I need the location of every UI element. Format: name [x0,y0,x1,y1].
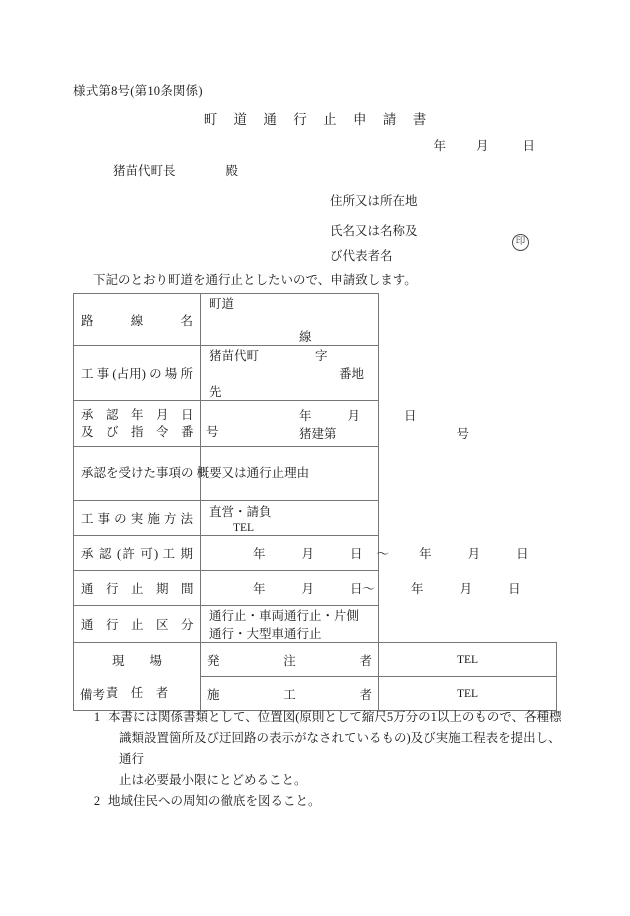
location-aza: 字 [315,349,328,363]
closure-year-1: 年 [253,582,266,596]
remark-text-2: 地域住民への周知の徹底を図ること。 [108,794,321,808]
addressee-name: 猪苗代町長 [113,164,176,178]
row-label-client: 発 注 者 [201,643,379,677]
row-value-approval-period[interactable] [201,536,529,571]
row-value-closure-period[interactable] [201,571,521,606]
table-row-work-location [74,346,557,401]
table-row-route-name [74,294,557,346]
remark-number-1: 1 [93,710,101,724]
remark-item-2 [80,791,570,812]
seal-icon: 印 [512,234,529,251]
approval-month: 月 [347,408,361,423]
work-method-options: 直営・請負 [209,504,272,519]
approval-year: 年 [299,408,312,423]
date-day-label: 日 [522,139,535,153]
closure-month-2: 月 [459,582,473,596]
closure-day-1: 日〜 [350,582,376,596]
approval-day: 日 [404,408,417,423]
applicant-block [330,189,418,269]
route-suffix: 線 [299,330,312,344]
row-label-site-manager: 現 場 責 任 者 [74,643,201,711]
row-label-closure-type: 通 行 止 区 分 [74,606,201,643]
row-value-closure-type[interactable]: 通行止・車両通行止・片側通行・大型車通行止 [201,606,379,643]
period-year-1: 年 [253,547,266,561]
row-value-work-location[interactable] [201,346,379,401]
remark-number-2: 2 [93,794,101,808]
period-day-2: 日 [516,547,529,561]
form-code: 様式第8号(第10条関係) [73,84,203,98]
addressee-honorific: 殿 [225,164,239,178]
table-row-approval-date-number [74,401,557,447]
remarks-title: 備考 [80,688,106,702]
row-value-work-method[interactable] [201,501,379,536]
row-label-approval-summary: 承認を受けた事項の 概要又は通行止理由 [74,447,201,501]
row-label-contractor: 施 工 者 [201,677,379,711]
client-tel-label: TEL [456,653,479,666]
closure-day-2: 日 [508,582,521,596]
table-row-approval-period [74,536,557,571]
intro-text: 下記のとおり町道を通行止としたいので、申請致します。 [93,273,417,287]
docnum-prefix: 猪建第 [299,426,337,441]
table-row-closure-type [74,606,557,643]
table-row-work-method [74,501,557,536]
table-row-closure-period [74,571,557,606]
approval-date [209,406,417,424]
row-label-approval-date-number: 承 認 年 月 日 及 び 指 令 番 号 [74,401,201,447]
period-year-2: 年 [419,547,432,561]
addressee [113,161,238,179]
contractor-tel-label: TEL [456,687,479,700]
closure-month-1: 月 [301,582,315,596]
remark-item-1 [80,707,570,791]
applicant-address-label: 住所又は所在地 [330,194,418,208]
page-title: 町 道 通 行 止 申 請 書 [203,112,433,127]
application-table [73,293,557,711]
route-prefix: 町道 [209,297,235,311]
period-month-1: 月 [301,547,315,561]
row-label-route-name: 路 線 名 [74,294,201,346]
remarks-section [80,685,570,812]
period-month-2: 月 [467,547,481,561]
applicant-name-label-line1: 氏名又は名称及 [330,224,418,238]
location-banchi: 番地先 [209,367,365,399]
docnum-suffix: 号 [456,426,470,441]
period-day-1: 日 [350,547,363,561]
row-value-approval-date-number[interactable] [201,401,470,447]
row-label-work-method: 工 事 の 実 施 方 法 [74,501,201,536]
closure-year-2: 年 [411,582,424,596]
table-row-approval-summary [74,447,557,501]
row-value-route-name[interactable] [201,294,379,346]
date-month-label: 月 [475,139,489,153]
location-town: 猪苗代町 [209,349,260,363]
approval-doc-number [209,424,470,442]
table-row-client-manager [74,643,557,677]
remark-text-1: 本書には関係書類として、位置図(原則として縮尺5万分の1以上のもので、各種標 識類設置箇所及び迂回路の表示がなされているもの)及び実施工程表を提出し、通行 止は必要最小限にとどめること。 [108,710,562,787]
row-value-client[interactable] [379,643,557,677]
submission-date-line [0,136,535,154]
row-label-approval-period: 承 認 (許 可) 工 期 [74,536,201,571]
row-label-closure-period: 通 行 止 期 間 [74,571,201,606]
date-year-label: 年 [433,139,446,153]
period-tilde: 〜 [376,547,390,561]
applicant-name-label-line2: び代表者名 [330,249,393,263]
row-label-work-location: 工 事 (占用) の 場 所 [74,346,201,401]
work-method-tel-label: TEL [233,521,255,534]
